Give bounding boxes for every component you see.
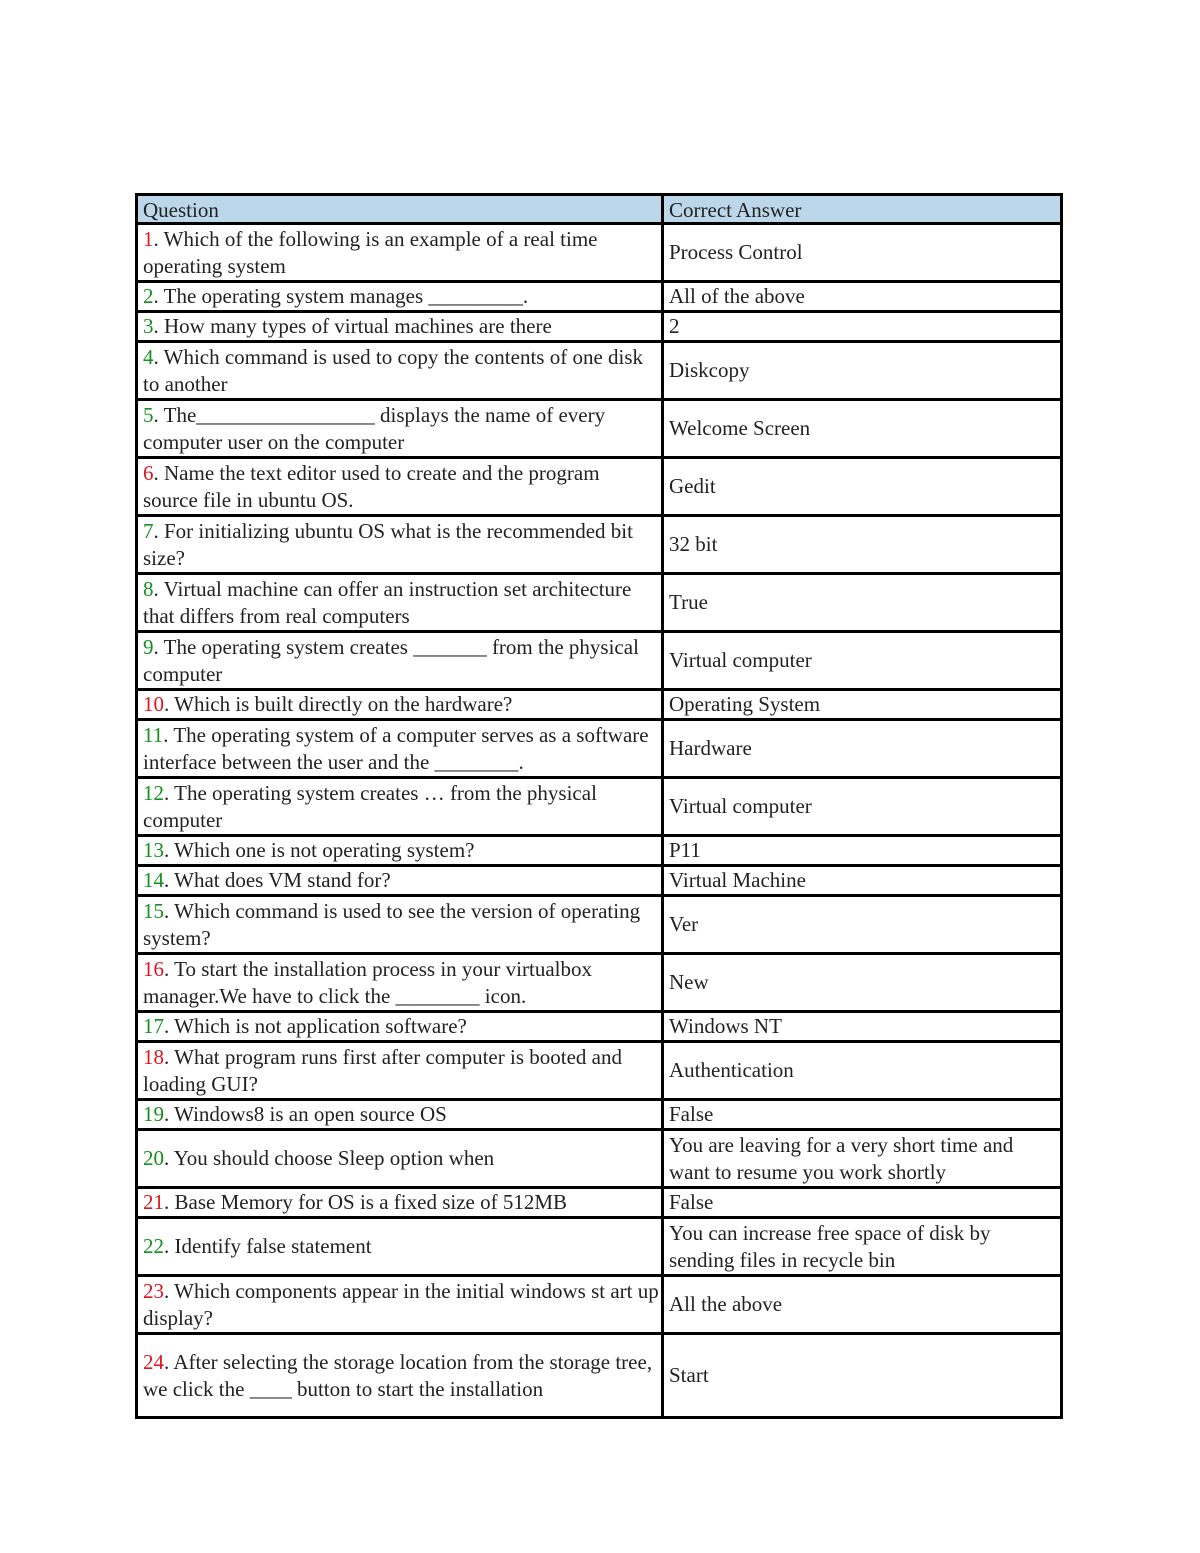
question-text: . Which of the following is an example of a real time operating system bbox=[143, 226, 598, 278]
answer-cell: New bbox=[663, 954, 1062, 1012]
table-row bbox=[137, 574, 1062, 632]
answer-cell: Ver bbox=[663, 896, 1062, 954]
question-cell bbox=[137, 516, 663, 574]
question-number: 18 bbox=[143, 1044, 164, 1069]
qa-table bbox=[135, 193, 1063, 1419]
question-text: . You should choose Sleep option when bbox=[164, 1146, 495, 1170]
answer-cell: False bbox=[663, 1100, 1062, 1130]
answer-cell: True bbox=[663, 574, 1062, 632]
question-text: . The operating system of a computer serves as a software interface between the user and the ________. bbox=[143, 722, 649, 774]
table-row bbox=[137, 690, 1062, 720]
question-cell bbox=[137, 1042, 663, 1100]
question-text: . Virtual machine can offer an instruction set architecture that differs from real computers bbox=[143, 576, 632, 628]
question-number: 2 bbox=[143, 284, 154, 308]
table-row bbox=[137, 1334, 1062, 1418]
question-cell bbox=[137, 778, 663, 836]
answer-cell: All the above bbox=[663, 1276, 1062, 1334]
question-cell bbox=[137, 632, 663, 690]
answer-cell: Gedit bbox=[663, 458, 1062, 516]
table-row bbox=[137, 458, 1062, 516]
question-text: . What program runs first after computer is booted and loading GUI? bbox=[143, 1044, 622, 1096]
question-number: 17 bbox=[143, 1014, 164, 1038]
table-row bbox=[137, 632, 1062, 690]
question-number: 12 bbox=[143, 780, 164, 805]
question-text: . Base Memory for OS is a fixed size of 512MB bbox=[164, 1190, 568, 1214]
question-number: 6 bbox=[143, 460, 154, 485]
question-cell bbox=[137, 896, 663, 954]
question-cell bbox=[137, 1334, 663, 1418]
table-row bbox=[137, 1130, 1062, 1188]
question-cell bbox=[137, 342, 663, 400]
question-text: . Which components appear in the initial windows st art up display? bbox=[143, 1278, 659, 1330]
table-row bbox=[137, 866, 1062, 896]
table-row bbox=[137, 1012, 1062, 1042]
question-number: 3 bbox=[143, 314, 154, 338]
question-number: 4 bbox=[143, 344, 154, 369]
answer-cell: Windows NT bbox=[663, 1012, 1062, 1042]
question-number: 13 bbox=[143, 838, 164, 862]
table-row bbox=[137, 1042, 1062, 1100]
question-number: 19 bbox=[143, 1102, 164, 1126]
question-cell bbox=[137, 1012, 663, 1042]
table-row bbox=[137, 282, 1062, 312]
question-number: 22 bbox=[143, 1234, 164, 1258]
answer-cell: Welcome Screen bbox=[663, 400, 1062, 458]
question-column-header: Question bbox=[137, 195, 663, 224]
answer-cell: You can increase free space of disk by sending files in recycle bin bbox=[663, 1218, 1062, 1276]
table-row bbox=[137, 224, 1062, 282]
answer-cell: 2 bbox=[663, 312, 1062, 342]
answer-cell: 32 bit bbox=[663, 516, 1062, 574]
answer-cell: Operating System bbox=[663, 690, 1062, 720]
question-text: . Which is not application software? bbox=[164, 1014, 467, 1038]
question-cell bbox=[137, 954, 663, 1012]
answer-cell: Diskcopy bbox=[663, 342, 1062, 400]
question-number: 15 bbox=[143, 898, 164, 923]
answer-cell: All of the above bbox=[663, 282, 1062, 312]
answer-cell: Virtual computer bbox=[663, 778, 1062, 836]
question-text: . Which command is used to copy the contents of one disk to another bbox=[143, 344, 644, 396]
question-cell bbox=[137, 282, 663, 312]
question-cell bbox=[137, 836, 663, 866]
answer-cell: False bbox=[663, 1188, 1062, 1218]
question-text: . Which one is not operating system? bbox=[164, 838, 475, 862]
question-cell bbox=[137, 690, 663, 720]
question-text: . The operating system manages _________. bbox=[153, 284, 529, 308]
table-row bbox=[137, 836, 1062, 866]
question-cell bbox=[137, 1130, 663, 1188]
answer-cell: Virtual computer bbox=[663, 632, 1062, 690]
answer-cell: Authentication bbox=[663, 1042, 1062, 1100]
question-number: 24 bbox=[143, 1349, 164, 1374]
table-row bbox=[137, 342, 1062, 400]
table-header-row bbox=[137, 195, 1062, 224]
question-text: . How many types of virtual machines are there bbox=[153, 314, 552, 338]
answer-column-header: Correct Answer bbox=[663, 195, 1062, 224]
question-number: 9 bbox=[143, 634, 154, 659]
table-row bbox=[137, 400, 1062, 458]
question-number: 5 bbox=[143, 402, 154, 427]
question-number: 1 bbox=[143, 226, 154, 251]
table-row bbox=[137, 1100, 1062, 1130]
answer-cell: Process Control bbox=[663, 224, 1062, 282]
question-cell bbox=[137, 400, 663, 458]
question-cell bbox=[137, 458, 663, 516]
question-text: . Which command is used to see the version of operating system? bbox=[143, 898, 641, 950]
answer-cell: You are leaving for a very short time and want to resume you work shortly bbox=[663, 1130, 1062, 1188]
question-number: 16 bbox=[143, 956, 164, 981]
question-cell bbox=[137, 574, 663, 632]
question-cell bbox=[137, 1188, 663, 1218]
table-row bbox=[137, 312, 1062, 342]
question-cell bbox=[137, 1218, 663, 1276]
question-text: . Name the text editor used to create and the program source file in ubuntu OS. bbox=[143, 460, 600, 512]
question-cell bbox=[137, 1100, 663, 1130]
question-text: . The operating system creates _______ from the physical computer bbox=[143, 634, 639, 686]
question-cell bbox=[137, 1276, 663, 1334]
question-text: . Which is built directly on the hardware? bbox=[164, 692, 513, 716]
table-row bbox=[137, 1218, 1062, 1276]
answer-cell: P11 bbox=[663, 836, 1062, 866]
question-number: 11 bbox=[143, 722, 164, 747]
question-number: 23 bbox=[143, 1278, 164, 1303]
question-text: . What does VM stand for? bbox=[164, 868, 391, 892]
question-number: 21 bbox=[143, 1190, 164, 1214]
answer-cell: Hardware bbox=[663, 720, 1062, 778]
table-row bbox=[137, 778, 1062, 836]
question-number: 8 bbox=[143, 576, 154, 601]
table-row bbox=[137, 516, 1062, 574]
question-number: 20 bbox=[143, 1146, 164, 1170]
qa-table-body bbox=[137, 195, 1062, 1418]
question-text: . The_________________ displays the name of every computer user on the computer bbox=[143, 402, 606, 454]
answer-cell: Virtual Machine bbox=[663, 866, 1062, 896]
table-row bbox=[137, 954, 1062, 1012]
table-row bbox=[137, 1188, 1062, 1218]
table-row bbox=[137, 896, 1062, 954]
question-text: . After selecting the storage location from the storage tree, we click the ____ button to start the installation bbox=[143, 1349, 653, 1401]
question-cell bbox=[137, 224, 663, 282]
answer-cell: Start bbox=[663, 1334, 1062, 1418]
question-number: 7 bbox=[143, 518, 154, 543]
question-text: . Identify false statement bbox=[164, 1234, 372, 1258]
question-text: . For initializing ubuntu OS what is the recommended bit size? bbox=[143, 518, 633, 570]
question-text: . To start the installation process in your virtualbox manager.We have to click the ________ icon. bbox=[143, 956, 592, 1008]
table-row bbox=[137, 720, 1062, 778]
table-row bbox=[137, 1276, 1062, 1334]
question-text: . The operating system creates … from the physical computer bbox=[143, 780, 597, 832]
question-number: 14 bbox=[143, 868, 164, 892]
question-text: . Windows8 is an open source OS bbox=[164, 1102, 447, 1126]
question-number: 10 bbox=[143, 692, 164, 716]
question-cell bbox=[137, 866, 663, 896]
question-cell bbox=[137, 312, 663, 342]
question-cell bbox=[137, 720, 663, 778]
